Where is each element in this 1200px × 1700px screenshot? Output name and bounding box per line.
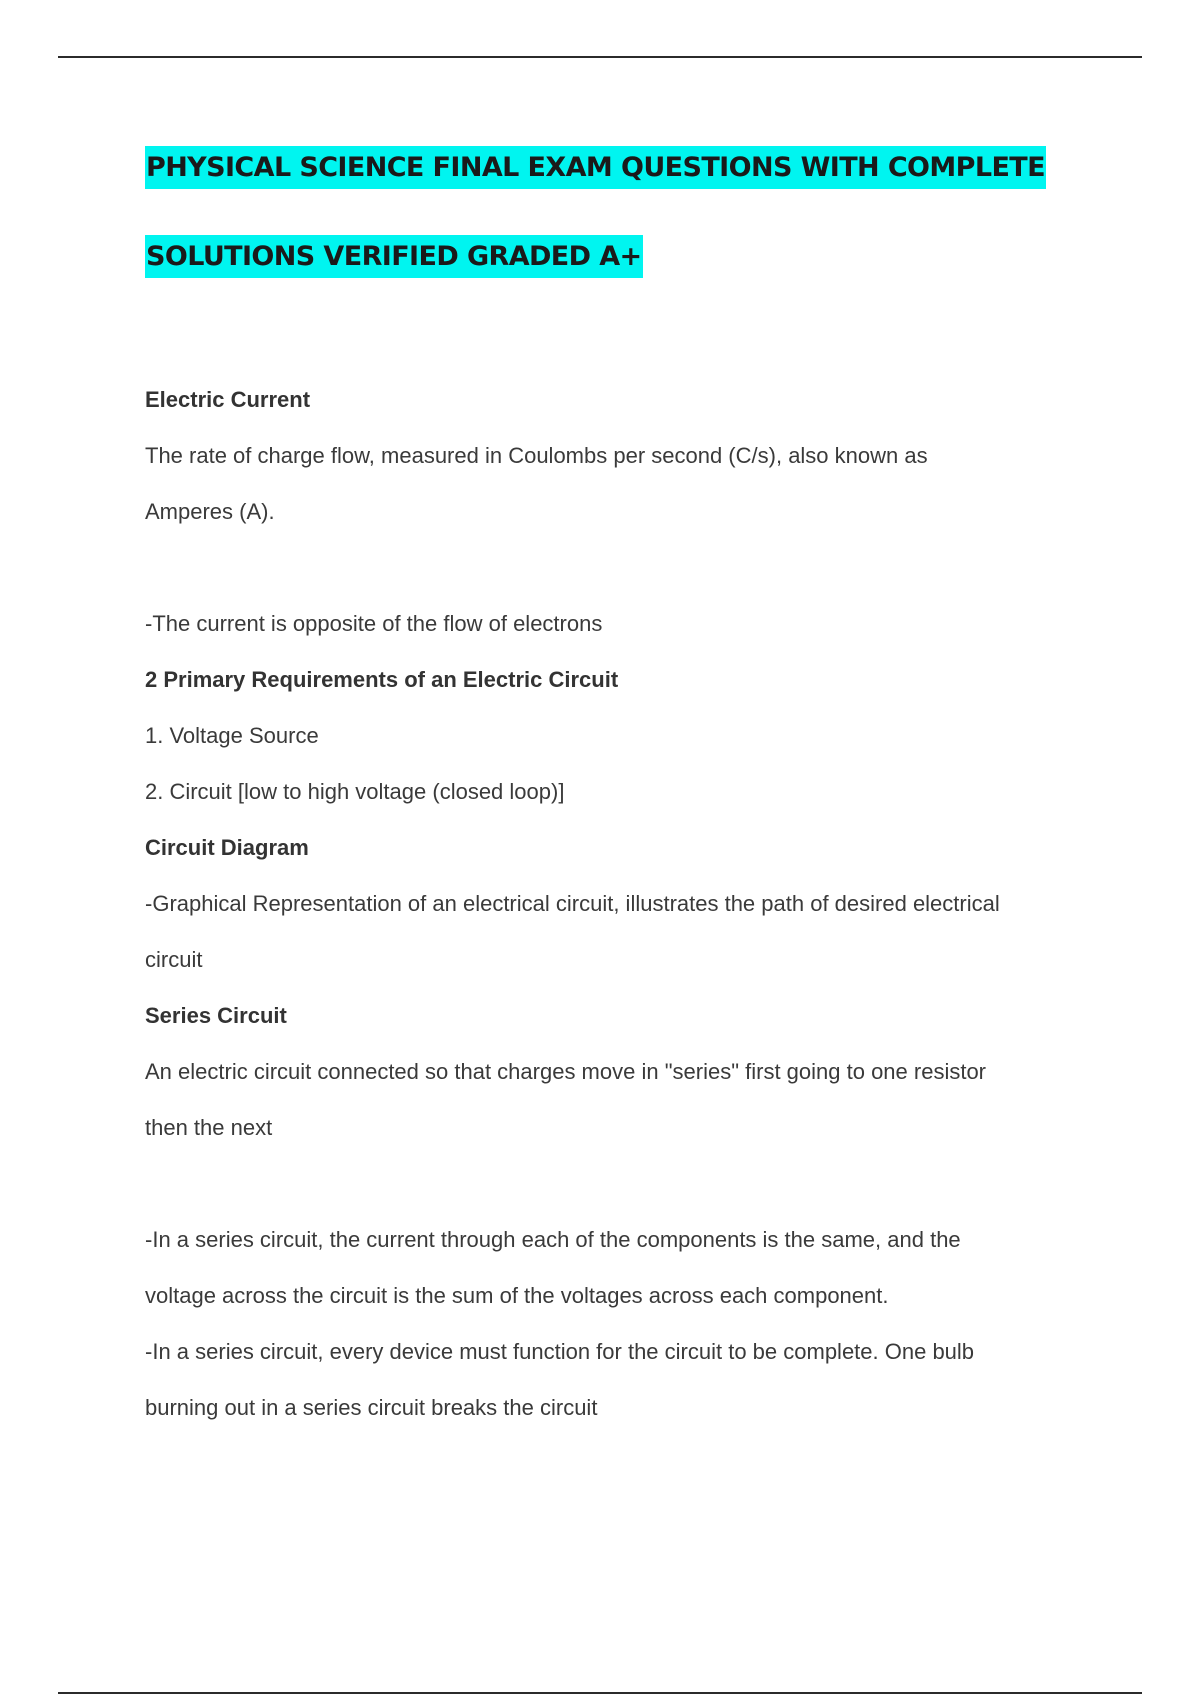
electric-current-definition-line-1: The rate of charge flow, measured in Coulombs per second (C/s), also known as: [145, 443, 928, 468]
series-note-1-line-2: voltage across the circuit is the sum of the voltages across each component.: [145, 1283, 889, 1308]
document-title: [145, 146, 1105, 278]
heading-circuit-diagram: Circuit Diagram: [145, 835, 309, 860]
heading-series-circuit: Series Circuit: [145, 1003, 287, 1028]
electric-current-note: -The current is opposite of the flow of electrons: [145, 611, 603, 636]
heading-primary-requirements: 2 Primary Requirements of an Electric Circuit: [145, 667, 619, 692]
title-line-1: PHYSICAL SCIENCE FINAL EXAM QUESTIONS WITH COMPLETE: [145, 146, 1046, 189]
requirement-item-1: 1. Voltage Source: [145, 723, 319, 748]
top-rule: [58, 56, 1142, 58]
title-line-2: SOLUTIONS VERIFIED GRADED A+: [145, 235, 643, 278]
series-note-2-line-2: burning out in a series circuit breaks the circuit: [145, 1395, 598, 1420]
electric-current-definition-line-2: Amperes (A).: [145, 499, 275, 524]
series-circuit-line-2: then the next: [145, 1115, 273, 1140]
spacer: [145, 1156, 1105, 1212]
circuit-diagram-line-1: -Graphical Representation of an electrical circuit, illustrates the path of desired electrical: [145, 891, 1000, 916]
circuit-diagram-line-2: circuit: [145, 947, 203, 972]
series-circuit-line-1: An electric circuit connected so that charges move in "series" first going to one resistor: [145, 1059, 987, 1084]
document-body: [145, 372, 1105, 1436]
bottom-rule: [58, 1692, 1142, 1694]
requirement-item-2: 2. Circuit [low to high voltage (closed loop)]: [145, 779, 565, 804]
series-note-1-line-1: -In a series circuit, the current through each of the components is the same, and the: [145, 1227, 961, 1252]
spacer: [145, 540, 1105, 596]
heading-electric-current: Electric Current: [145, 387, 311, 412]
series-note-2-line-1: -In a series circuit, every device must function for the circuit to be complete. One bulb: [145, 1339, 975, 1364]
